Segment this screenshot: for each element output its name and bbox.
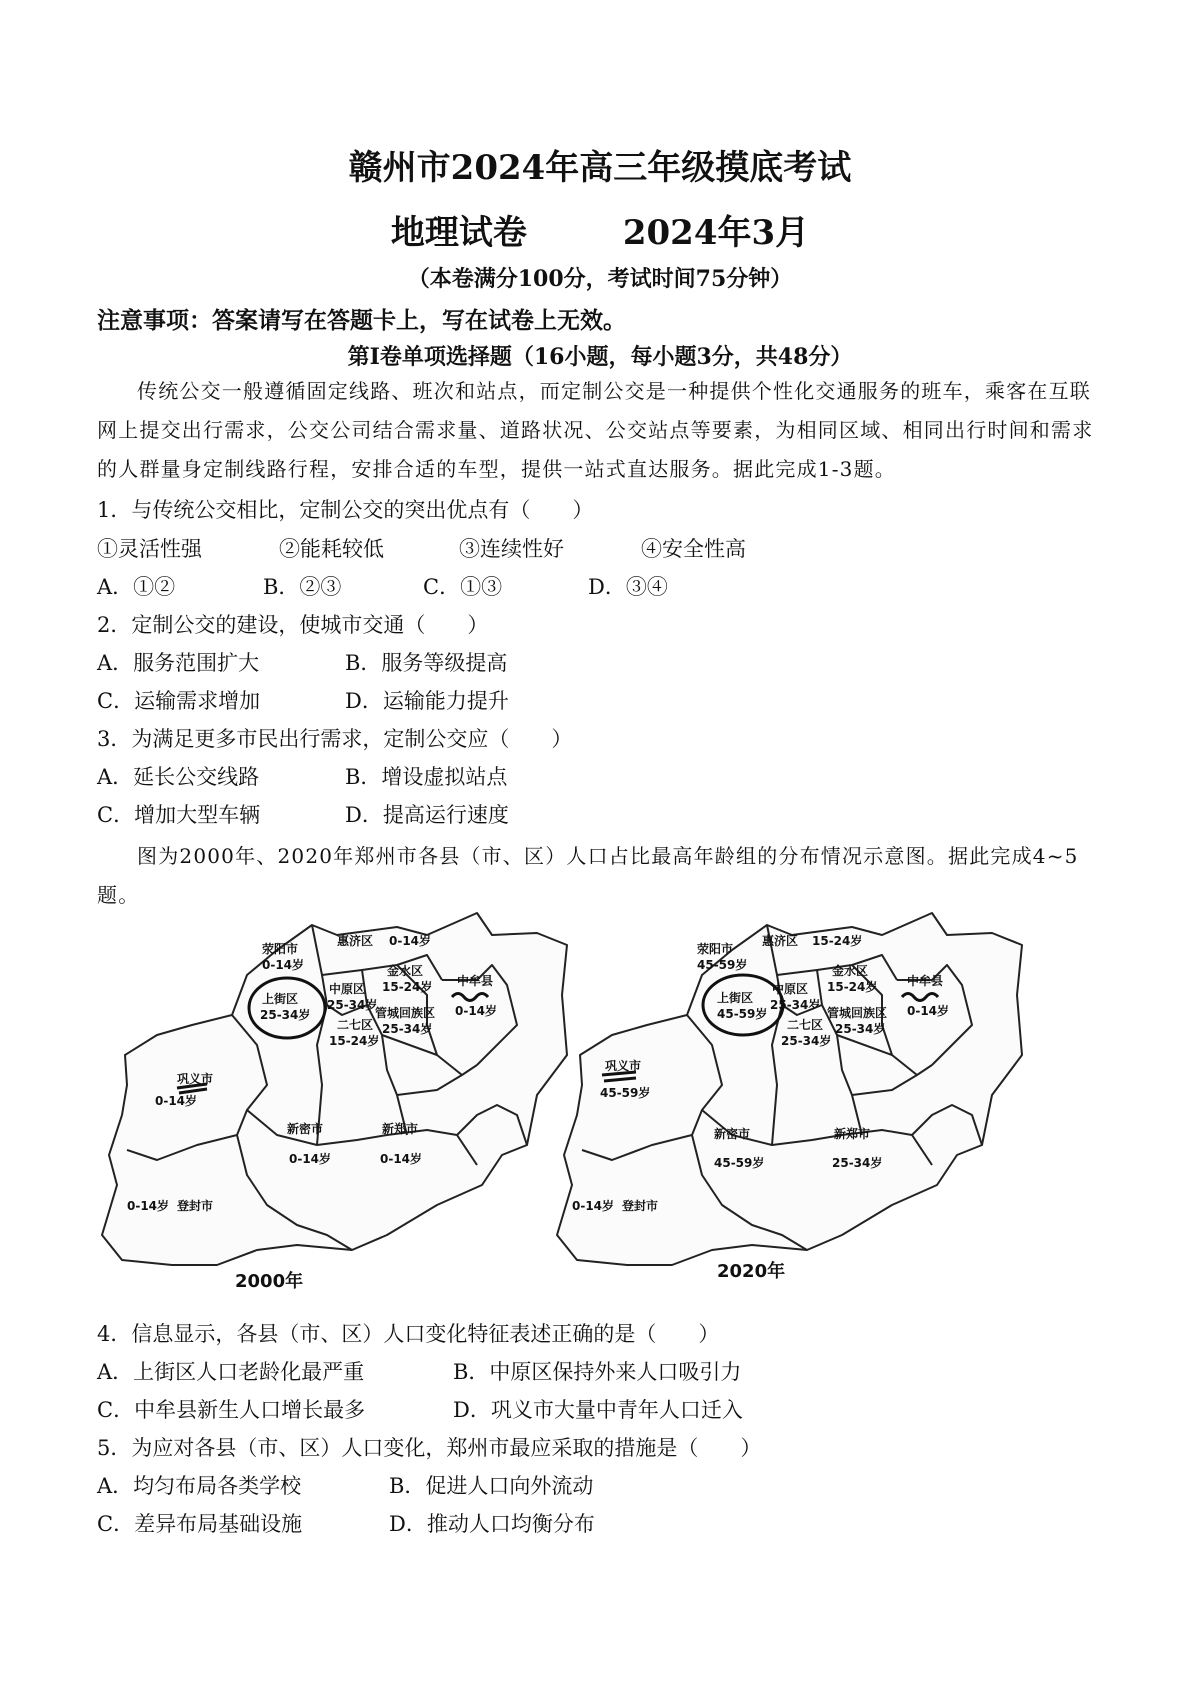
map2000-shangjie-name: 上街区 [262,992,299,1006]
map2000-dengfeng-age: 0-14岁 [127,1199,170,1213]
map2020-zhongmu-age: 0-14岁 [907,1004,950,1018]
map2000-jinshui-age: 15-24岁 [382,980,433,994]
maps-svg [97,905,1107,1325]
q2-option-b: B．服务等级提高 [345,651,508,675]
map2020-zhongyuan-age: 25-34岁 [770,998,821,1012]
map2000-xingyang-age: 0-14岁 [262,958,305,972]
q1-item-2: ②能耗较低 [279,537,384,561]
question-2-stem: 2．定制公交的建设，使城市交通（ ） [97,613,489,637]
map2020-jinshui-age: 15-24岁 [827,980,878,994]
q1-item-3: ③连续性好 [459,537,564,561]
map2000-xinmi-name: 新密市 [287,1122,324,1136]
q4-option-a: A．上街区人口老龄化最严重 [97,1360,365,1384]
subject-name: 地理试卷 [390,213,527,253]
exam-date: 2024年3月 [622,213,810,253]
map2000-guancheng-name: 管城回族区 [375,1006,436,1020]
question-1-stem: 1．与传统公交相比，定制公交的突出优点有（ ） [97,498,594,522]
map2000-huiji-age: 0-14岁 [389,934,432,948]
q1-item-1: ①灵活性强 [97,537,202,561]
map2000-erqi-age: 15-24岁 [329,1034,380,1048]
map2020-xinzheng-age: 25-34岁 [832,1156,883,1170]
map2020-xinmi-age: 45-59岁 [714,1156,765,1170]
map2020-erqi-age: 25-34岁 [781,1034,832,1048]
q2-option-a: A．服务范围扩大 [97,651,260,675]
map2000-erqi-name: 二七区 [337,1018,374,1032]
map2000-xingyang-name: 荥阳市 [262,942,299,956]
passage-1: 传统公交一般遵循固定线路、班次和站点，而定制公交是一种提供个性化交通服务的班车，乘客在互联网上提交出行需求，公交公司结合需求量、道路状况、公交站点等要素，为相同区域、相同出行时间和需求的人群量身定制线路行程，安排合适的车型，提供一站式直达服务。据此完成1-3题。 [97,379,1094,481]
map2020-gongyi-age: 45-59岁 [600,1086,651,1100]
q5-option-c: C．差异布局基础设施 [97,1512,303,1536]
map2000-dengfeng-name: 登封市 [177,1199,214,1213]
q4-option-b: B．中原区保持外来人口吸引力 [453,1360,742,1384]
q3-option-a: A．延长公交线路 [97,765,260,789]
q3-option-d: D．提高运行速度 [345,803,509,827]
map2000-guancheng-age: 25-34岁 [382,1022,433,1036]
q2-option-d: D．运输能力提升 [345,689,509,713]
question-4-stem: 4．信息显示，各县（市、区）人口变化特征表述正确的是（ ） [97,1322,720,1346]
notice: 注意事项：答案请写在答题卡上，写在试卷上无效。 [97,307,626,334]
q1-option-d: D．③④ [588,575,668,599]
map2000-xinzheng-age: 0-14岁 [380,1152,423,1166]
map2000-xinzheng-name: 新郑市 [382,1122,419,1136]
question-3-stem: 3．为满足更多市民出行需求，定制公交应（ ） [97,727,573,751]
map2020-erqi-name: 二七区 [787,1018,824,1032]
map2000-gongyi-name: 巩义市 [177,1072,214,1086]
exam-info: （本卷满分100分，考试时间75分钟） [407,266,793,292]
q4-option-d: D．巩义市大量中青年人口迁入 [453,1398,743,1422]
map2000-zhongyuan-age: 25-34岁 [327,998,378,1012]
q5-option-a: A．均匀布局各类学校 [97,1474,302,1498]
q1-option-a: A．①② [97,575,176,599]
q3-option-b: B．增设虚拟站点 [345,765,508,789]
map2000-jinshui-name: 金水区 [387,964,424,978]
map2000-caption: 2000年 [235,1271,304,1292]
map2000-xinmi-age: 0-14岁 [289,1152,332,1166]
map2000-zhongyuan-name: 中原区 [329,982,366,996]
map2020-dengfeng-age: 0-14岁 [572,1199,615,1213]
map2000-shangjie-age: 25-34岁 [260,1008,311,1022]
passage-2: 图为2000年、2020年郑州市各县（市、区）人口占比最高年龄组的分布情况示意图。据此完成4~5题。 [97,844,1079,907]
map2020-caption: 2020年 [717,1261,786,1282]
map2020-dengfeng-name: 登封市 [622,1199,659,1213]
map2020-gongyi-name: 巩义市 [605,1059,642,1073]
map2020-xinmi-name: 新密市 [714,1127,751,1141]
q2-option-c: C．运输需求增加 [97,689,261,713]
q1-item-4: ④安全性高 [641,537,746,561]
q3-option-c: C．增加大型车辆 [97,803,261,827]
population-age-maps [97,905,1107,1325]
question-5-stem: 5．为应对各县（市、区）人口变化，郑州市最应采取的措施是（ ） [97,1436,762,1460]
map2020-guancheng-age: 25-34岁 [835,1022,886,1036]
q5-option-d: D．推动人口均衡分布 [389,1512,595,1536]
map-2000-outline [102,913,567,1265]
exam-title: 赣州市2024年高三年级摸底考试 [348,148,852,188]
q5-option-b: B．促进人口向外流动 [389,1474,594,1498]
q1-option-c: C．①③ [423,575,503,599]
map2020-xingyang-name: 荥阳市 [697,942,734,956]
map2020-guancheng-name: 管城回族区 [827,1006,888,1020]
map2020-huiji-age: 15-24岁 [812,934,863,948]
map2020-xingyang-age: 45-59岁 [697,958,748,972]
map2020-shangjie-age: 45-59岁 [717,1007,768,1021]
map2000-huiji-name: 惠济区 [337,934,374,948]
map2000-zhongmu-age: 0-14岁 [455,1004,498,1018]
map2020-shangjie-name: 上街区 [717,991,754,1005]
section-heading: 第Ⅰ卷单项选择题（16小题，每小题3分，共48分） [347,344,853,370]
exam-subtitle [0,205,1200,254]
map2020-jinshui-name: 金水区 [832,964,869,978]
q1-option-b: B．②③ [263,575,342,599]
map2020-xinzheng-name: 新郑市 [834,1127,871,1141]
q4-option-c: C．中牟县新生人口增长最多 [97,1398,366,1422]
map2000-zhongmu-name: 中牟县 [457,974,494,988]
map2020-zhongyuan-name: 中原区 [772,982,809,996]
map2000-gongyi-age: 0-14岁 [155,1094,198,1108]
map2020-huiji-name: 惠济区 [762,934,799,948]
map2020-zhongmu-name: 中牟县 [907,974,944,988]
